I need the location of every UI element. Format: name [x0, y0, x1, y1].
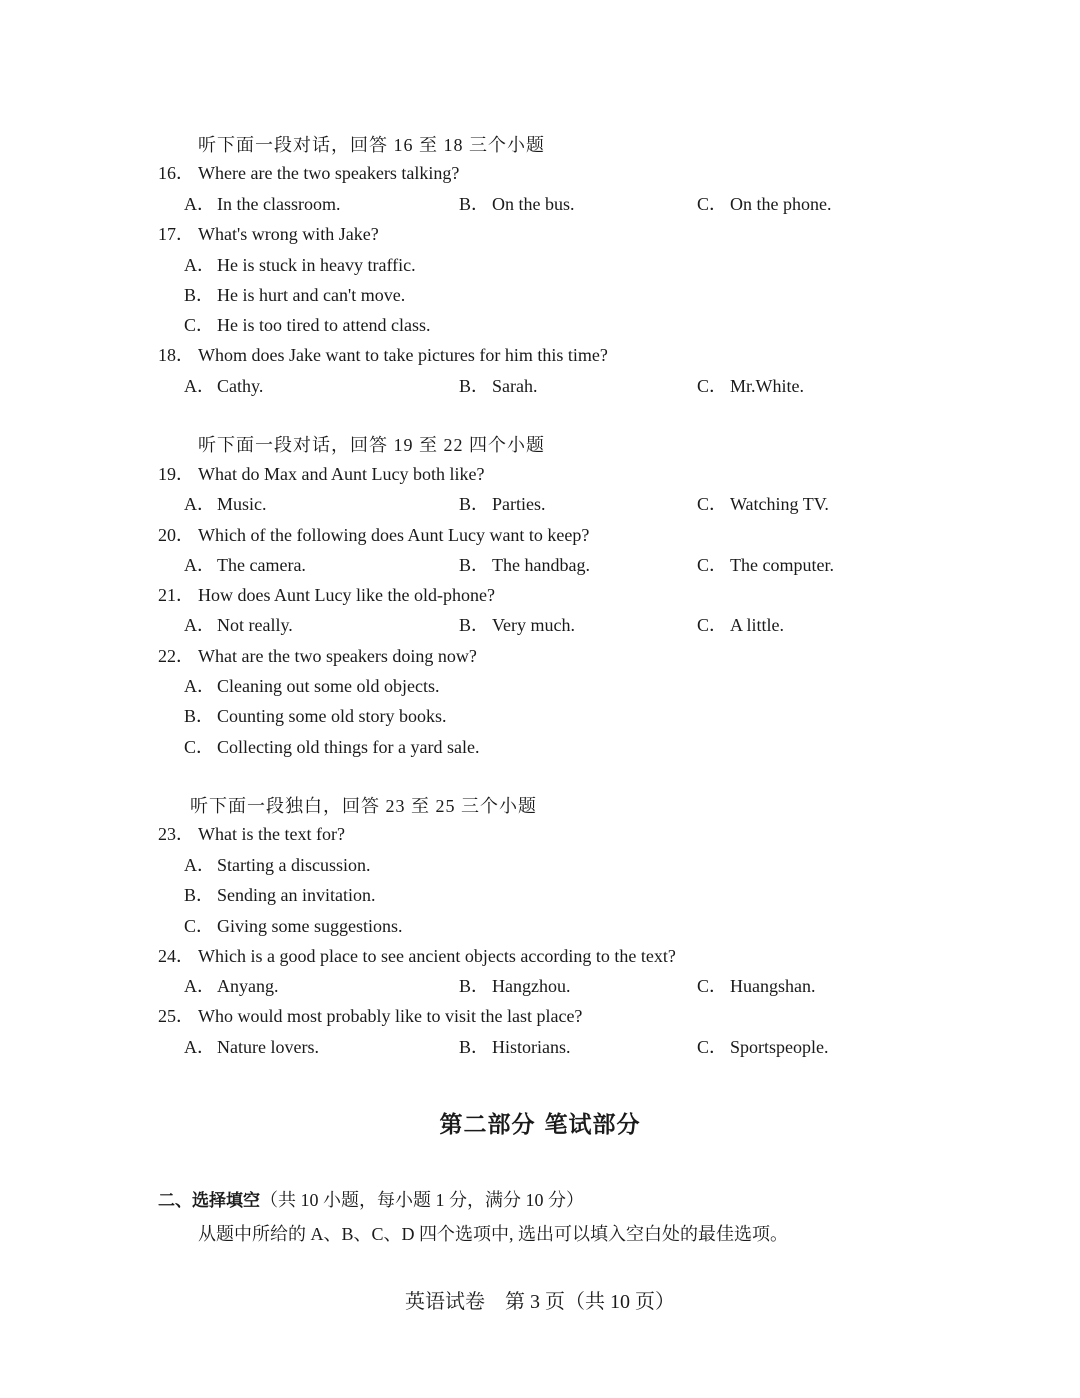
option-letter: A．: [184, 676, 215, 696]
part2-heading-scoring: （共 10 小题，每小题 1 分，满分 10 分）: [260, 1190, 584, 1210]
option-text: The handbag.: [492, 555, 590, 575]
question-text: What's wrong with Jake?: [198, 224, 379, 244]
option-letter: A．: [184, 255, 215, 275]
q25-option-b[interactable]: [459, 1036, 571, 1058]
q19-option-c[interactable]: [697, 493, 829, 515]
option-text: Music.: [217, 494, 267, 514]
q18-option-a[interactable]: [184, 375, 263, 397]
option-text: On the phone.: [730, 194, 832, 214]
question-number: 21．: [158, 585, 194, 605]
option-text: Huangshan.: [730, 976, 816, 996]
option-letter: B．: [459, 194, 490, 214]
question-text: What are the two speakers doing now?: [198, 646, 477, 666]
question-number: 24．: [158, 946, 194, 966]
q25-option-a[interactable]: [184, 1036, 319, 1058]
option-letter: A．: [184, 615, 215, 635]
question-number: 19．: [158, 464, 194, 484]
option-letter: A．: [184, 494, 215, 514]
instruction-19-22: 听下面一段对话，回答 19 至 22 四个小题: [198, 435, 545, 455]
question-text: Whom does Jake want to take pictures for him this time?: [198, 345, 608, 365]
option-text: Sportspeople.: [730, 1037, 829, 1057]
option-text: Very much.: [492, 615, 575, 635]
question-number: 20．: [158, 525, 194, 545]
q16-option-a[interactable]: [184, 193, 340, 215]
option-text: Not really.: [217, 615, 293, 635]
question-22: [158, 645, 477, 667]
question-25: [158, 1005, 582, 1027]
q21-option-b[interactable]: [459, 614, 575, 636]
option-text: Cathy.: [217, 376, 264, 396]
question-text: Where are the two speakers talking?: [198, 163, 460, 183]
q21-option-c[interactable]: [697, 614, 784, 636]
q23-option-a[interactable]: [184, 854, 371, 876]
question-23: [158, 823, 345, 845]
option-letter: B．: [459, 376, 490, 396]
question-18: [158, 344, 608, 366]
q21-option-a[interactable]: [184, 614, 293, 636]
option-letter: A．: [184, 194, 215, 214]
question-number: 23．: [158, 824, 194, 844]
option-text: He is too tired to attend class.: [217, 315, 431, 335]
question-number: 18．: [158, 345, 194, 365]
q19-option-b[interactable]: [459, 493, 546, 515]
option-letter: B．: [184, 285, 215, 305]
option-letter: A．: [184, 555, 215, 575]
q16-option-b[interactable]: [459, 193, 575, 215]
option-letter: C．: [697, 376, 728, 396]
option-letter: C．: [697, 494, 728, 514]
question-number: 25．: [158, 1006, 194, 1026]
question-24: [158, 945, 676, 967]
option-text: The computer.: [730, 555, 834, 575]
q17-option-a[interactable]: [184, 254, 416, 276]
q23-option-b[interactable]: [184, 884, 375, 906]
question-16: [158, 162, 459, 184]
option-letter: C．: [697, 555, 728, 575]
option-text: Counting some old story books.: [217, 706, 447, 726]
q24-option-b[interactable]: [459, 975, 570, 997]
q18-option-c[interactable]: [697, 375, 804, 397]
option-letter: C．: [697, 1037, 728, 1057]
question-number: 17．: [158, 224, 194, 244]
option-text: Giving some suggestions.: [217, 916, 403, 936]
question-17: [158, 223, 379, 245]
q17-option-b[interactable]: [184, 284, 405, 306]
option-letter: A．: [184, 976, 215, 996]
q22-option-b[interactable]: [184, 705, 447, 727]
q20-option-a[interactable]: [184, 554, 306, 576]
option-letter: C．: [184, 737, 215, 757]
option-text: Mr.White.: [730, 376, 804, 396]
question-text: Which of the following does Aunt Lucy want to keep?: [198, 525, 590, 545]
option-letter: A．: [184, 376, 215, 396]
option-letter: A．: [184, 855, 215, 875]
option-letter: A．: [184, 1037, 215, 1057]
option-text: Parties.: [492, 494, 546, 514]
option-letter: C．: [697, 194, 728, 214]
question-text: What is the text for?: [198, 824, 345, 844]
q24-option-c[interactable]: [697, 975, 815, 997]
question-21: [158, 584, 495, 606]
option-text: Sarah.: [492, 376, 538, 396]
question-text: How does Aunt Lucy like the old-phone?: [198, 585, 495, 605]
question-20: [158, 524, 589, 546]
question-number: 16．: [158, 163, 194, 183]
question-text: Which is a good place to see ancient objects according to the text?: [198, 946, 676, 966]
q22-option-c[interactable]: [184, 736, 479, 758]
option-letter: B．: [184, 885, 215, 905]
option-text: The camera.: [217, 555, 306, 575]
q24-option-a[interactable]: [184, 975, 279, 997]
option-letter: B．: [184, 706, 215, 726]
q23-option-c[interactable]: [184, 915, 403, 937]
q17-option-c[interactable]: [184, 314, 430, 336]
option-letter: C．: [697, 615, 728, 635]
q16-option-c[interactable]: [697, 193, 831, 215]
part2-heading-label: 二、选择填空: [158, 1191, 260, 1211]
option-letter: B．: [459, 555, 490, 575]
question-text: What do Max and Aunt Lucy both like?: [198, 464, 485, 484]
option-letter: C．: [184, 315, 215, 335]
q20-option-c[interactable]: [697, 554, 834, 576]
option-text: Watching TV.: [730, 494, 829, 514]
option-letter: C．: [184, 916, 215, 936]
option-letter: B．: [459, 1037, 490, 1057]
option-text: Nature lovers.: [217, 1037, 319, 1057]
option-text: He is stuck in heavy traffic.: [217, 255, 416, 275]
part2-description: 从题中所给的 A、B、C、D 四个选项中, 选出可以填入空白处的最佳选项。: [198, 1224, 789, 1244]
q22-option-a[interactable]: [184, 675, 439, 697]
option-text: Anyang.: [217, 976, 279, 996]
q18-option-b[interactable]: [459, 375, 537, 397]
q25-option-c[interactable]: [697, 1036, 829, 1058]
option-letter: B．: [459, 976, 490, 996]
part2-heading: [158, 1186, 584, 1212]
option-text: He is hurt and can't move.: [217, 285, 406, 305]
option-letter: B．: [459, 494, 490, 514]
option-letter: B．: [459, 615, 490, 635]
q20-option-b[interactable]: [459, 554, 590, 576]
instruction-16-18: 听下面一段对话，回答 16 至 18 三个小题: [198, 135, 545, 155]
question-text: Who would most probably like to visit the last place?: [198, 1006, 583, 1026]
option-text: Starting a discussion.: [217, 855, 371, 875]
option-text: Hangzhou.: [492, 976, 571, 996]
instruction-23-25: 听下面一段独白，回答 23 至 25 三个小题: [190, 796, 537, 816]
question-number: 22．: [158, 646, 194, 666]
option-letter: C．: [697, 976, 728, 996]
option-text: In the classroom.: [217, 194, 341, 214]
option-text: A little.: [730, 615, 784, 635]
page-footer: 英语试卷 第 3 页（共 10 页）: [405, 1291, 675, 1313]
option-text: On the bus.: [492, 194, 575, 214]
option-text: Sending an invitation.: [217, 885, 376, 905]
question-19: [158, 463, 484, 485]
option-text: Historians.: [492, 1037, 571, 1057]
option-text: Cleaning out some old objects.: [217, 676, 440, 696]
section-title: 第二部分 笔试部分: [439, 1112, 641, 1138]
q19-option-a[interactable]: [184, 493, 267, 515]
option-text: Collecting old things for a yard sale.: [217, 737, 480, 757]
